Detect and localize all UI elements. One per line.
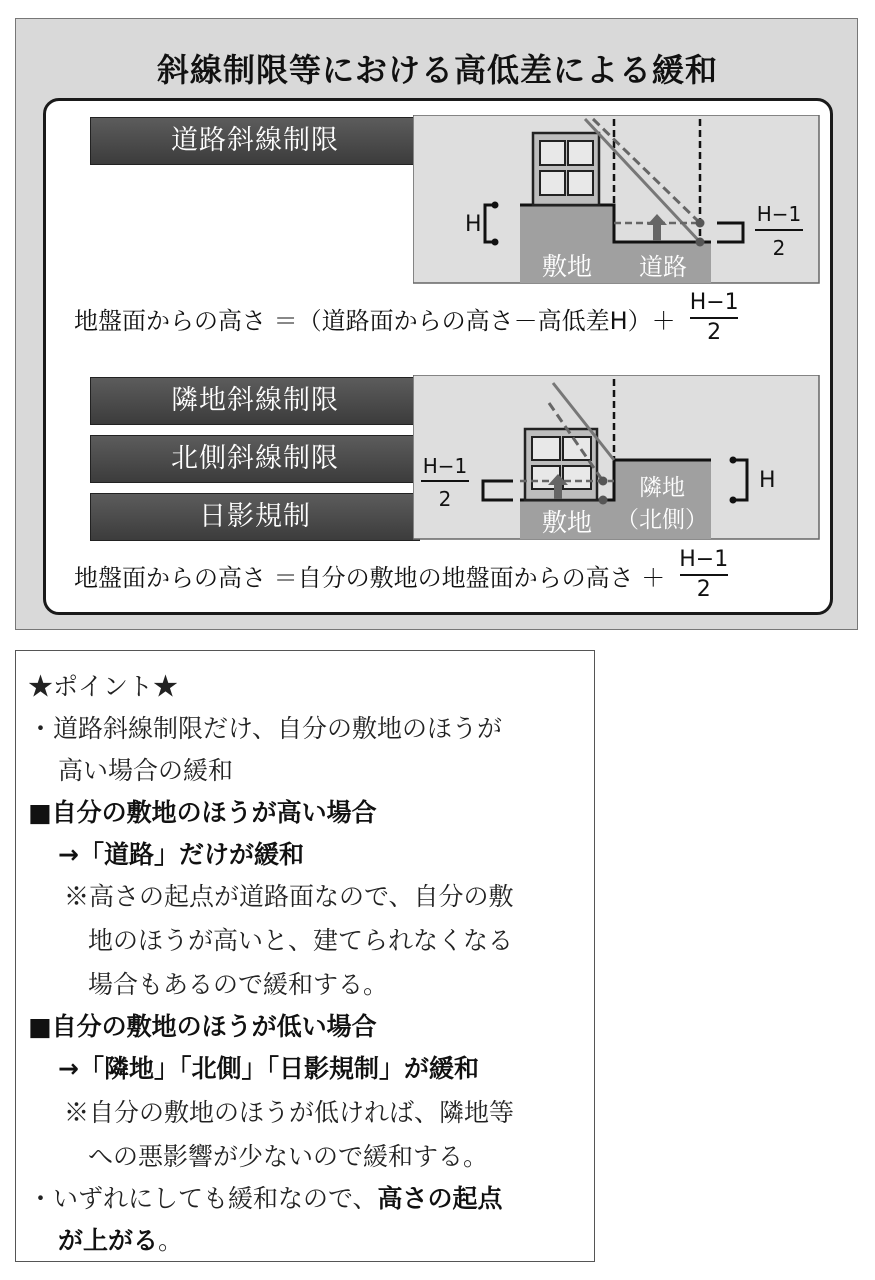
shadow-regulation-label: 日影規制 [90, 493, 420, 541]
frac-den: 2 [772, 236, 786, 260]
last-line-2-suffix: 。 [158, 1226, 184, 1255]
h-label: H [465, 212, 482, 237]
neighbor-formula [74, 549, 732, 601]
section-low-arrow: →「隣地」「北側」「日影規制」が緩和 [58, 1054, 479, 1083]
last-line-2-bold: が上がる [58, 1226, 159, 1255]
frac-den: 2 [438, 487, 452, 511]
neighbor-setback-label: 隣地斜線制限 [90, 377, 420, 425]
frac-num: H−1 [756, 202, 802, 226]
inner-panel [43, 98, 833, 615]
road-formula-text: 地盤面からの高さ ＝（道路面からの高さ－高低差H）＋ [74, 306, 676, 335]
neighbor-diagram [413, 375, 821, 541]
point-last-line-1 [28, 1179, 503, 1215]
fraction-denominator: 2 [707, 320, 722, 345]
section-high-note-3: 場合もあるので緩和する。 [88, 970, 389, 999]
neighbor-formula-text: 地盤面からの高さ ＝自分の敷地の地盤面からの高さ ＋ [74, 563, 666, 592]
site-label: 敷地 [541, 508, 593, 537]
section-low-note-2: への悪影響が少ないので緩和する。 [88, 1142, 489, 1171]
neighbor-formula-fraction [675, 549, 732, 601]
last-line-bold: 高さの起点 [377, 1184, 503, 1213]
point-last-line-2 [58, 1221, 183, 1257]
fraction-denominator: 2 [696, 577, 711, 602]
h-label: H [759, 468, 776, 493]
north-label: （北側） [616, 507, 708, 533]
site-label: 敷地 [541, 252, 593, 281]
north-setback-label: 北側斜線制限 [90, 435, 420, 483]
road-label: 道路 [639, 253, 687, 281]
road-formula-fraction [686, 292, 743, 344]
point-box [15, 650, 595, 1262]
fraction-numerator: H−1 [679, 547, 729, 572]
point-heading: ★ポイント★ [28, 672, 179, 701]
point-item-1-line-1: ・道路斜線制限だけ、自分の敷地のほうが [28, 714, 503, 743]
section-high-arrow: →「道路」だけが緩和 [58, 840, 304, 869]
road-formula [74, 292, 743, 344]
point-item-1-line-2: 高い場合の緩和 [58, 756, 234, 785]
page-title: 斜線制限等における高低差による緩和 [156, 51, 718, 89]
section-high-note-1: ※高さの起点が道路面なので、自分の敷 [64, 882, 514, 911]
road-diagram [413, 115, 821, 285]
frac-num: H−1 [422, 454, 468, 478]
top-panel [15, 18, 858, 630]
section-high-title: ■自分の敷地のほうが高い場合 [28, 798, 377, 827]
last-line-prefix: ・いずれにしても緩和なので、 [28, 1184, 378, 1213]
section-low-note-1: ※自分の敷地のほうが低ければ、隣地等 [64, 1098, 515, 1127]
section-low-title: ■自分の敷地のほうが低い場合 [28, 1012, 377, 1041]
fraction-numerator: H−1 [689, 290, 739, 315]
section-high-note-2: 地のほうが高いと、建てられなくなる [88, 926, 514, 955]
road-setback-label: 道路斜線制限 [90, 117, 420, 165]
neighbor-label: 隣地 [639, 475, 685, 501]
